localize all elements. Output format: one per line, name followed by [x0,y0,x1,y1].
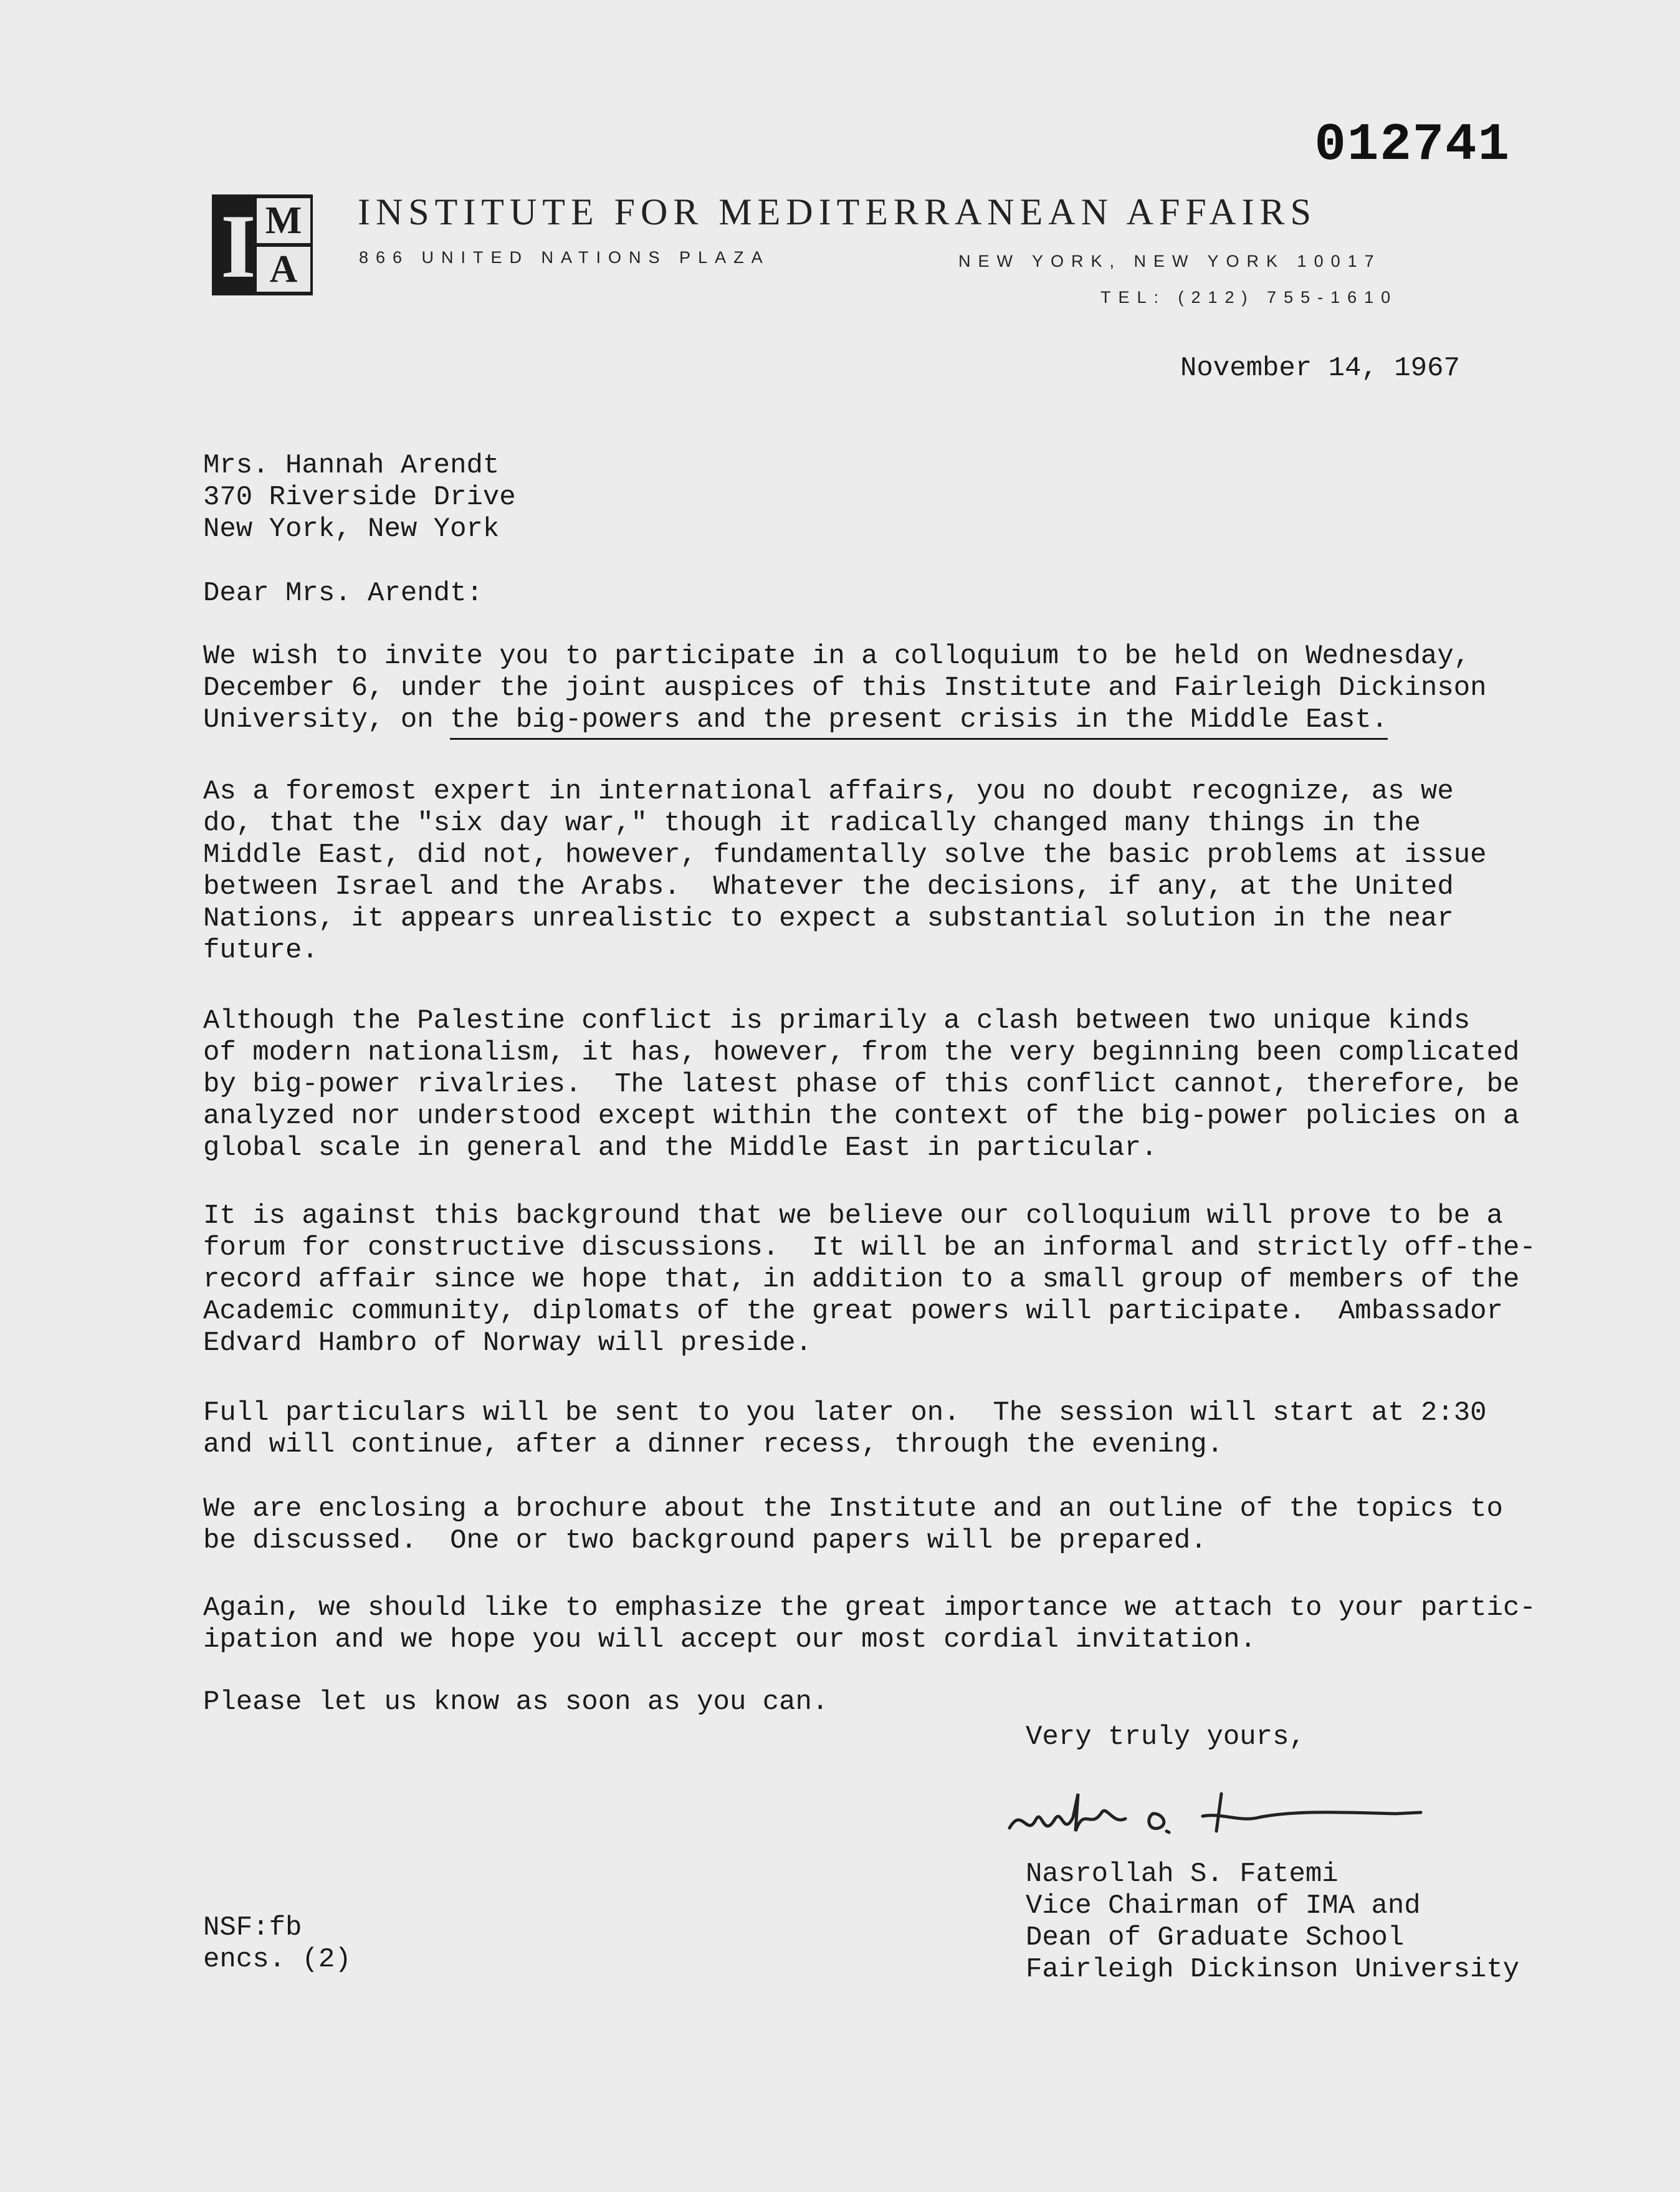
paragraph-3-line: Although the Palestine conflict is primarily a clash between two unique kinds [203,1005,1471,1036]
paragraph-3-line: of modern nationalism, it has, however, from the very beginning been complicated [203,1037,1520,1068]
logo-letter-a: A [257,247,310,292]
paragraph-4-line: Academic community, diplomats of the great powers will participate. Ambassador [203,1296,1503,1327]
paragraph-2-line: Middle East, did not, however, fundamentally solve the basic problems at issue [203,840,1487,871]
paragraph-5-line: and will continue, after a dinner recess, through the evening. [203,1429,1224,1460]
paragraph-1-line: We wish to invite you to participate in a colloquium to be held on Wednesday, [203,641,1471,672]
paragraph-2-line: As a foremost expert in international affairs, you no doubt recognize, as we [203,776,1454,807]
paragraph-6-line: We are enclosing a brochure about the Institute and an outline of the topics to [203,1493,1503,1524]
paragraph-4-line: It is against this background that we believe our colloquium will prove to be a [203,1200,1503,1232]
paragraph-2-line: do, that the "six day war," though it radically changed many things in the [203,808,1421,839]
organization-name: INSTITUTE FOR MEDITERRANEAN AFFAIRS [358,191,1317,232]
paragraph-2-line: future. [203,935,318,966]
document-number: 012741 [1314,116,1511,175]
enclosures-note: encs. (2) [203,1944,351,1975]
closing-phrase: Very truly yours, [1026,1721,1305,1753]
paragraph-6-line: be discussed. One or two background papers will be prepared. [203,1525,1207,1556]
paragraph-7-line: Again, we should like to emphasize the great importance we attach to your partic- [203,1592,1536,1624]
signer-institution: Fairleigh Dickinson University [1026,1954,1520,1985]
letter-body [203,0,1536,1718]
logo-letter-i: I [221,196,256,297]
paragraph-1-line-prefix: University, on [203,704,451,735]
paragraph-7-line: ipation and we hope you will accept our most cordial invitation. [203,1624,1256,1655]
paragraph-3-line: analyzed nor understood except within the context of the big-power policies on a [203,1101,1520,1132]
logo-letter-m: M [257,198,310,243]
salutation: Dear Mrs. Arendt: [203,578,483,609]
letter-date: November 14, 1967 [1180,353,1460,384]
paragraph-1-line: December 6, under the joint auspices of this Institute and Fairleigh Dickinson [203,672,1487,704]
paragraph-8-line: Please let us know as soon as you can. [203,1687,829,1718]
signer-title: Vice Chairman of IMA and [1026,1890,1421,1922]
paragraph-3-line: global scale in general and the Middle East in particular. [203,1132,1158,1164]
paragraph-2-line: Nations, it appears unrealistic to expect a substantial solution in the near [203,903,1454,934]
signer-title: Dean of Graduate School [1026,1922,1405,1953]
telephone: TEL: (212) 755-1610 [1100,288,1398,307]
recipient-name: Mrs. Hannah Arendt [203,450,500,481]
paragraph-2-line: between Israel and the Arabs. Whatever the decisions, if any, at the United [203,871,1454,902]
underlined-topic: the big-powers and the present crisis in the Middle East. [450,704,1388,740]
recipient-street: 370 Riverside Drive [203,482,516,513]
paragraph-4-line: forum for constructive discussions. It will be an informal and strictly off-the- [203,1232,1536,1263]
recipient-city: New York, New York [203,514,500,545]
street-address: 866 UNITED NATIONS PLAZA [359,248,770,267]
reference-initials: NSF:fb [203,1912,302,1943]
handwritten-signature [997,1781,1458,1850]
paragraph-4-line: record affair since we hope that, in addition to a small group of members of the [203,1264,1520,1295]
paragraph-4-line: Edvard Hambro of Norway will preside. [203,1328,812,1359]
paragraph-5-line: Full particulars will be sent to you later on. The session will start at 2:30 [203,1397,1487,1429]
signer-name: Nasrollah S. Fatemi [1026,1859,1339,1890]
city-address: NEW YORK, NEW YORK 10017 [958,252,1382,270]
paragraph-3-line: by big-power rivalries. The latest phase of this conflict cannot, therefore, be [203,1069,1520,1100]
paragraph-1-line [203,704,1388,736]
